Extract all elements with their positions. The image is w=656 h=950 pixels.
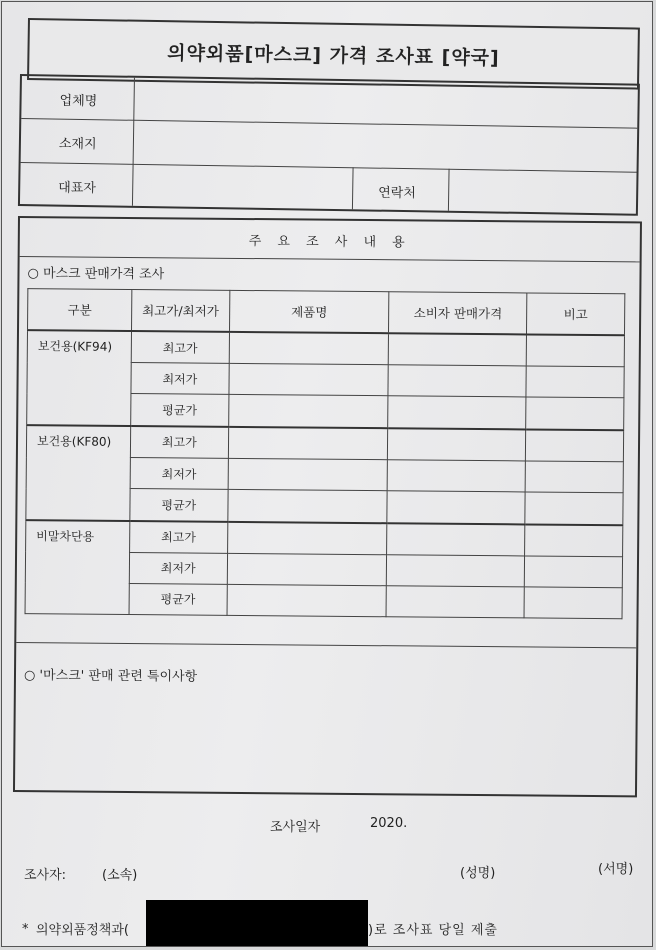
- location-row: [21, 118, 638, 173]
- row-label: 평균가: [131, 394, 229, 427]
- price-table: [25, 288, 626, 619]
- table-header-row: [28, 289, 625, 336]
- col-high-low: 최고가/최저가: [131, 289, 229, 331]
- row-label: 최저가: [130, 458, 228, 490]
- contact-label: 연락처: [378, 185, 416, 202]
- survey-date-value: 2020.: [370, 816, 408, 831]
- submission-note-start: 의약외품정책과(: [36, 923, 129, 938]
- table-row: [26, 520, 623, 557]
- survey-content-box: [13, 216, 642, 797]
- price-survey-section-title: ○ 마스크 판매가격 조사: [27, 266, 165, 283]
- category-kf94: 보건용(KF94): [27, 330, 132, 426]
- survey-paper: [2, 2, 652, 946]
- business-info-table: [18, 74, 640, 216]
- special-notes-section-title: ○ '마스크' 판매 관련 특이사항: [23, 668, 198, 685]
- affiliation-label: (소속): [102, 868, 138, 883]
- row-label: 최고가: [131, 331, 229, 364]
- row-label: 평균가: [129, 583, 227, 615]
- section-divider: [16, 642, 636, 648]
- representative-label: 대표자: [58, 180, 97, 197]
- survey-date-label: 조사일자: [270, 820, 321, 835]
- row-label: 최저가: [129, 552, 227, 584]
- col-product-name: 제품명: [229, 290, 389, 333]
- location-label: 소재지: [58, 136, 97, 153]
- row-label: 최고가: [129, 521, 227, 554]
- table-row: [27, 330, 624, 367]
- name-label: (성명): [460, 866, 496, 881]
- col-category: 구분: [28, 289, 132, 331]
- col-remarks: 비고: [527, 293, 625, 335]
- signature-label: (서명): [598, 862, 634, 877]
- survey-heading: 주 요 조 사 내 용: [20, 218, 640, 262]
- category-kf80: 보건용(KF80): [26, 425, 131, 521]
- row-label: 평균가: [130, 489, 228, 522]
- note-asterisk: *: [22, 922, 29, 937]
- table-row: [26, 425, 623, 462]
- category-droplet-blocking: 비말차단용: [25, 520, 130, 615]
- investigator-label: 조사자:: [24, 868, 67, 883]
- row-label: 최고가: [130, 426, 228, 459]
- submission-note-end: )로 조사표 당일 제출: [368, 923, 498, 938]
- form-title: 의약외품[마스크] 가격 조사표 [약국]: [27, 18, 640, 90]
- company-label: 업체명: [59, 93, 98, 110]
- redaction-block: [146, 900, 368, 946]
- row-label: 최저가: [131, 363, 229, 395]
- col-consumer-price: 소비자 판매가격: [389, 292, 527, 335]
